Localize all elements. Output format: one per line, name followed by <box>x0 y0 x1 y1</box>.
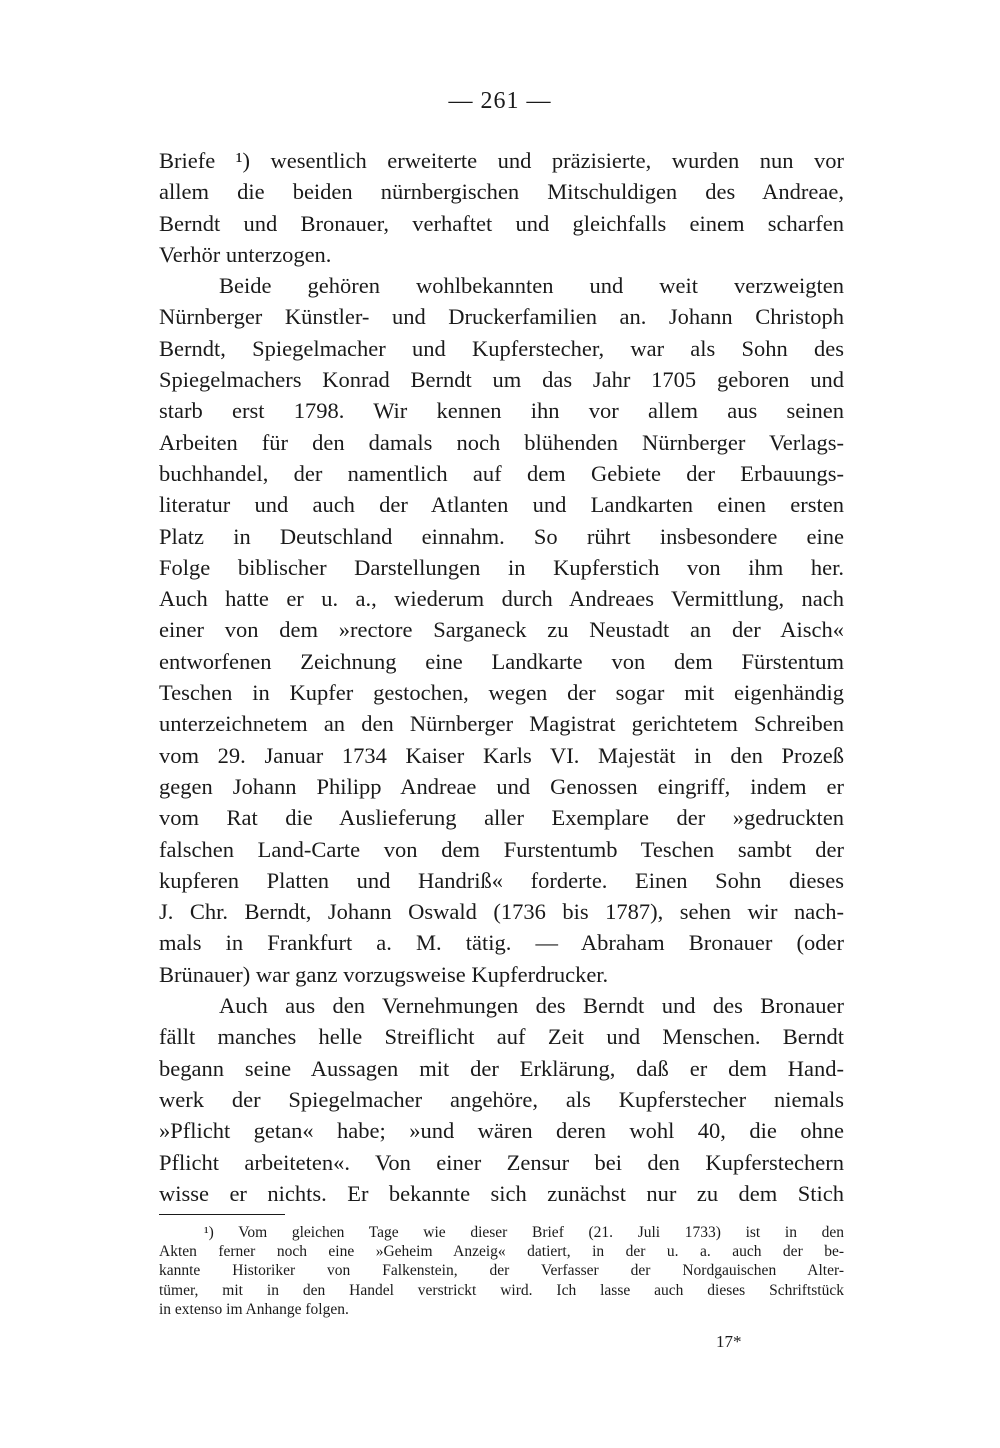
text-line: Verhör unterzogen. <box>159 241 332 267</box>
footnote-line: ¹) Vom gleichen Tage wie dieser Brief (21. Juli 1733) ist in den <box>204 1224 844 1241</box>
footnote-line: kannte Historiker von Falkenstein, der Verfasser der Nordgauischen Alter- <box>159 1262 844 1280</box>
text-line: J. Chr. Berndt, Johann Oswald (1736 bis 1787), sehen wir nach- <box>159 899 844 925</box>
text-line: vom Rat die Auslieferung aller Exemplare der »gedruckten <box>159 805 844 831</box>
text-line: entworfenen Zeichnung eine Landkarte von dem Fürstentum <box>159 648 844 674</box>
footnote-line: tümer, mit in den Handel verstrickt wird. Ich lasse auch dieses Schriftstück <box>159 1281 844 1299</box>
text-line: Berndt, Spiegelmacher und Kupferstecher, war als Sohn des <box>159 335 844 361</box>
text-line: Teschen in Kupfer gestochen, wegen der sogar mit eigenhändig <box>159 680 844 706</box>
footnote-line: in extenso im Anhange folgen. <box>159 1300 349 1318</box>
text-line: Pflicht arbeiteten«. Von einer Zensur bei den Kupferstechern <box>159 1149 844 1175</box>
text-line: gegen Johann Philipp Andreae und Genossen eingriff, indem er <box>159 773 844 799</box>
text-line: Folge biblischer Darstellungen in Kupferstich von ihm her. <box>159 554 844 580</box>
text-line: wisse er nichts. Er bekannte sich zunächst nur zu dem Stich <box>159 1180 844 1206</box>
text-line: begann seine Aussagen mit der Erklärung, daß er dem Hand- <box>159 1055 844 1081</box>
text-line: starb erst 1798. Wir kennen ihn vor allem aus seinen <box>159 398 844 424</box>
text-line: fällt manches helle Streiflicht auf Zeit und Menschen. Berndt <box>159 1024 844 1050</box>
text-line: Brünauer) war ganz vorzugsweise Kupferdrucker. <box>159 961 609 987</box>
footnote-divider <box>159 1214 285 1215</box>
footnote-line: Akten ferner noch eine »Geheim Anzeig« datiert, in der u. a. auch der be- <box>159 1243 844 1261</box>
text-line: Berndt und Bronauer, verhaftet und gleichfalls einem scharfen <box>159 210 844 236</box>
text-line: allem die beiden nürnbergischen Mitschuldigen des Andreae, <box>159 179 844 205</box>
text-line: Spiegelmachers Konrad Berndt um das Jahr 1705 geboren und <box>159 367 844 393</box>
text-line: buchhandel, der namentlich auf dem Gebiete der Erbauungs- <box>159 460 844 486</box>
text-line: falschen Land-Carte von dem Furstentumb Teschen sambt der <box>159 836 844 862</box>
text-line: einer von dem »rectore Sarganeck zu Neustadt an der Aisch« <box>159 617 844 643</box>
page-number: — 261 — <box>448 88 552 114</box>
text-line: Auch aus den Vernehmungen des Berndt und des Bronauer <box>219 993 844 1019</box>
text-line: vom 29. Januar 1734 Kaiser Karls VI. Majestät in den Prozeß <box>159 742 844 768</box>
text-line: Nürnberger Künstler- und Druckerfamilien an. Johann Christoph <box>159 304 844 330</box>
body-text <box>159 145 844 1209</box>
text-line: Auch hatte er u. a., wiederum durch Andreaes Vermittlung, nach <box>159 586 844 612</box>
text-line: mals in Frankfurt a. M. tätig. — Abraham Bronauer (oder <box>159 930 844 956</box>
text-line: Briefe ¹) wesentlich erweiterte und präzisierte, wurden nun vor <box>159 148 844 173</box>
footnotes <box>159 1223 844 1319</box>
text-line: Beide gehören wohlbekannten und weit verzweigten <box>219 273 844 299</box>
text-line: literatur und auch der Atlanten und Landkarten einen ersten <box>159 492 844 518</box>
sheet-signature: 17* <box>716 1332 742 1351</box>
text-line: »Pflicht getan« habe; »und wären deren wohl 40, die ohne <box>159 1118 844 1144</box>
text-line: unterzeichnetem an den Nürnberger Magistrat gerichtetem Schreiben <box>159 711 844 737</box>
text-line: kupferen Platten und Handriß« forderte. Einen Sohn dieses <box>159 867 844 893</box>
text-line: werk der Spiegelmacher angehöre, als Kupferstecher niemals <box>159 1086 844 1112</box>
text-line: Platz in Deutschland einnahm. So rührt insbesondere eine <box>159 523 844 549</box>
text-line: Arbeiten für den damals noch blühenden Nürnberger Verlags- <box>159 429 844 455</box>
